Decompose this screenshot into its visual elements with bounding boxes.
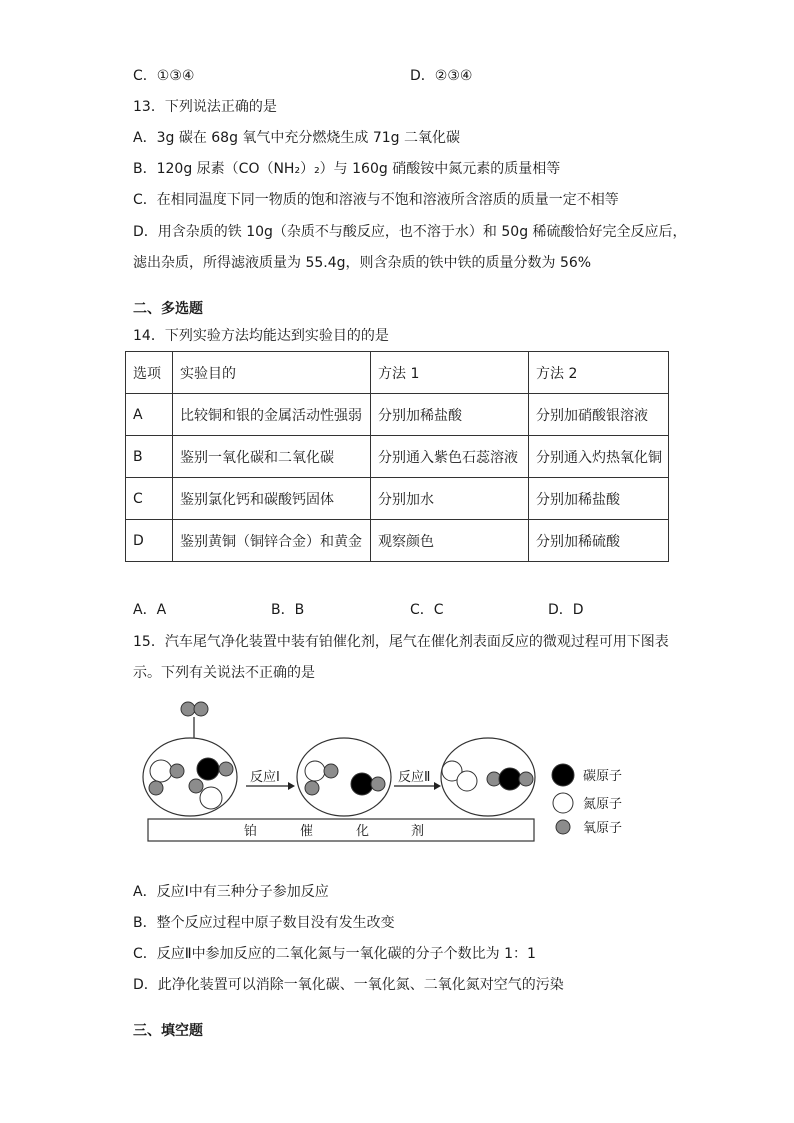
table-cell: 分别加水 (371, 478, 529, 520)
q15-option-b: B．整个反应过程中原子数目没有发生改变 (133, 915, 395, 931)
q14-option-d: D．D (548, 602, 584, 618)
q15-option-a: A．反应Ⅰ中有三种分子参加反应 (133, 884, 329, 900)
table-row (126, 478, 669, 520)
table-cell: B (126, 436, 173, 478)
reaction-2-arrowhead (434, 782, 441, 790)
atom (305, 781, 319, 795)
atom (149, 781, 163, 795)
table-cell: 观察颜色 (371, 520, 529, 562)
atom (219, 762, 233, 776)
atom (324, 764, 338, 778)
catalyst-char: 剂 (411, 824, 425, 839)
reaction-diagram (140, 695, 660, 850)
q14-option-b: B．B (271, 602, 305, 618)
q15-stem-line2: 示。下列有关说法不正确的是 (133, 665, 315, 681)
catalyst-char: 铂 (244, 824, 258, 839)
table-header-cell: 方法 2 (529, 352, 669, 394)
atom (457, 771, 477, 791)
atom (181, 702, 195, 716)
table-row (126, 436, 669, 478)
catalyst-char: 催 (300, 824, 314, 839)
table-cell: 鉴别一氧化碳和二氧化碳 (173, 436, 371, 478)
table-cell: A (126, 394, 173, 436)
q13-option-d-line2: 滤出杂质，所得滤液质量为 55.4g，则含杂质的铁中铁的质量分数为 56% (133, 255, 592, 271)
atom (351, 773, 373, 795)
table-cell: 分别通入紫色石蕊溶液 (371, 436, 529, 478)
catalyst-char: 化 (356, 824, 370, 839)
reaction-1-label: 反应Ⅰ (250, 770, 280, 785)
q15-option-d: D．此净化装置可以消除一氧化碳、一氧化氮、二氧化氮对空气的污染 (133, 977, 564, 993)
q13-option-d-line1: D．用含杂质的铁 10g（杂质不与酸反应，也不溶于水）和 50g 稀硫酸恰好完全反应后， (133, 224, 687, 240)
table-cell: 分别通入灼热氧化铜 (529, 436, 669, 478)
atom (371, 777, 385, 791)
reaction-2-label: 反应Ⅱ (398, 770, 431, 785)
q13-option-b: B．120g 尿素（CO（NH₂）₂）与 160g 硝酸铵中氮元素的质量相等 (133, 161, 561, 177)
table-cell: 分别加稀盐酸 (529, 478, 669, 520)
legend-oxygen-swatch (556, 820, 570, 834)
q15-stem-line1: 15．汽车尾气净化装置中装有铂催化剂，尾气在催化剂表面反应的微观过程可用下图表 (133, 634, 669, 650)
q13-option-a: A．3g 碳在 68g 氧气中充分燃烧生成 71g 二氧化碳 (133, 130, 461, 146)
table-cell: 分别加稀硫酸 (529, 520, 669, 562)
q14-option-a: A．A (133, 602, 167, 618)
legend-oxygen-label: 氧原子 (583, 821, 623, 836)
q13-option-c: C．在相同温度下同一物质的饱和溶液与不饱和溶液所含溶质的质量一定不相等 (133, 192, 619, 208)
section-heading-fill-in: 三、填空题 (133, 1023, 203, 1039)
table-header-cell: 选项 (126, 352, 173, 394)
atom (200, 787, 222, 809)
atom (150, 760, 172, 782)
legend-nitrogen-swatch (553, 793, 573, 813)
incoming-oxygen-molecule (181, 702, 208, 716)
table-header-cell: 实验目的 (173, 352, 371, 394)
table-row (126, 520, 669, 562)
catalyst-bar (148, 819, 534, 841)
q14-option-c: C．C (410, 602, 444, 618)
table-cell: 鉴别黄铜（铜锌合金）和黄金 (173, 520, 371, 562)
table-cell: 鉴别氯化钙和碳酸钙固体 (173, 478, 371, 520)
table-cell: C (126, 478, 173, 520)
q14-stem: 14．下列实验方法均能达到实验目的的是 (133, 328, 389, 344)
table-header-cell: 方法 1 (371, 352, 529, 394)
q15-option-c: C．反应Ⅱ中参加反应的二氧化氮与一氧化碳的分子个数比为 1：1 (133, 946, 536, 962)
legend-carbon-label: 碳原子 (583, 769, 623, 784)
atom (189, 779, 203, 793)
q12-option-c: C．①③④ (133, 68, 195, 84)
atom (170, 764, 184, 778)
atom (499, 768, 521, 790)
legend (552, 764, 622, 836)
table-cell: 分别加硝酸银溶液 (529, 394, 669, 436)
atom (194, 702, 208, 716)
section-heading-multiple-choice: 二、多选题 (133, 301, 203, 317)
atom (519, 772, 533, 786)
legend-carbon-swatch (552, 764, 574, 786)
legend-nitrogen-label: 氮原子 (583, 797, 623, 812)
q12-option-d: D．②③④ (410, 68, 473, 84)
table-row (126, 394, 669, 436)
table-cell: 比较铜和银的金属活动性强弱 (173, 394, 371, 436)
table-cell: D (126, 520, 173, 562)
atom (305, 761, 325, 781)
q13-stem: 13．下列说法正确的是 (133, 99, 277, 115)
table-cell: 分别加稀盐酸 (371, 394, 529, 436)
atom (197, 758, 219, 780)
table-header-row (126, 352, 669, 394)
reaction-1-arrowhead (288, 782, 295, 790)
q14-table (125, 351, 669, 562)
